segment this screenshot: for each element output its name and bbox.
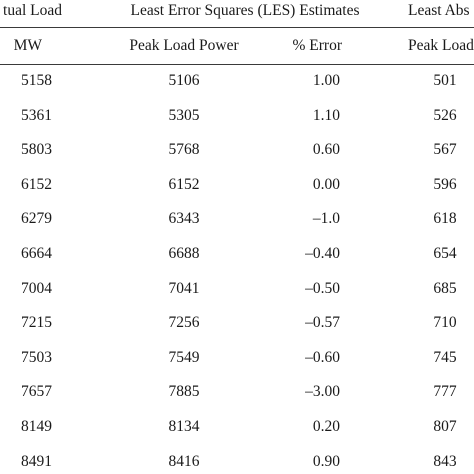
actual-load-cell: 7503 (21, 349, 52, 366)
header-lav-estimates: Least Abs (408, 2, 470, 19)
les-percent-error-cell: 0.60 (312, 141, 340, 158)
lav-peak-load-cell: 618 (433, 210, 457, 227)
les-peak-load-cell: 5768 (168, 141, 200, 158)
lav-peak-load-cell: 596 (433, 176, 457, 193)
lav-peak-load-cell: 501 (433, 72, 457, 89)
les-peak-load-cell: 7256 (168, 314, 200, 331)
les-percent-error-cell: 0.90 (312, 453, 340, 470)
lav-peak-load-cell: 807 (433, 418, 457, 435)
actual-load-cell: 6279 (21, 210, 52, 227)
lav-peak-load-cell: 567 (433, 141, 457, 158)
les-percent-error-cell: –0.60 (305, 349, 340, 366)
header-percent-error: % Error (292, 37, 342, 54)
actual-load-cell: 7657 (21, 383, 52, 400)
les-percent-error-cell: –0.40 (305, 245, 340, 262)
lav-peak-load-cell: 654 (433, 245, 457, 262)
header-peak-load-power: Peak Load Power (129, 37, 239, 54)
lav-peak-load-cell: 710 (433, 314, 457, 331)
header-bottom-rule (0, 64, 474, 65)
actual-load-cell: 5803 (21, 141, 52, 158)
actual-load-cell: 5158 (21, 72, 52, 89)
les-peak-load-cell: 5305 (168, 107, 200, 124)
les-percent-error-cell: 1.10 (312, 107, 340, 124)
les-percent-error-cell: –1.0 (312, 210, 340, 227)
les-peak-load-cell: 6152 (168, 176, 200, 193)
actual-load-cell: 6664 (21, 245, 52, 262)
actual-load-cell: 8149 (21, 418, 52, 435)
les-percent-error-cell: –0.57 (305, 314, 340, 331)
les-peak-load-cell: 7549 (168, 349, 200, 366)
les-peak-load-cell: 5106 (168, 72, 200, 89)
lav-peak-load-cell: 685 (433, 280, 457, 297)
lav-peak-load-cell: 843 (433, 453, 457, 470)
les-percent-error-cell: –0.50 (305, 280, 340, 297)
lav-peak-load-cell: 777 (433, 383, 457, 400)
les-peak-load-cell: 6343 (168, 210, 200, 227)
header-lav-peak-load: Peak Load (408, 37, 474, 54)
les-peak-load-cell: 8134 (168, 418, 200, 435)
header-les-estimates: Least Error Squares (LES) Estimates (130, 2, 360, 19)
actual-load-cell: 7004 (21, 280, 52, 297)
les-percent-error-cell: 1.00 (312, 72, 340, 89)
header-group-rule (0, 27, 474, 28)
les-percent-error-cell: 0.20 (312, 418, 340, 435)
les-peak-load-cell: 7041 (168, 280, 200, 297)
les-peak-load-cell: 8416 (168, 453, 200, 470)
les-percent-error-cell: –3.00 (305, 383, 340, 400)
lav-peak-load-cell: 745 (433, 349, 457, 366)
actual-load-cell: 8491 (21, 453, 52, 470)
header-actual-load: tual Load (3, 2, 62, 19)
les-peak-load-cell: 6688 (168, 245, 200, 262)
les-peak-load-cell: 7885 (168, 383, 200, 400)
actual-load-cell: 6152 (21, 176, 52, 193)
les-percent-error-cell: 0.00 (312, 176, 340, 193)
actual-load-cell: 5361 (21, 107, 52, 124)
actual-load-cell: 7215 (21, 314, 52, 331)
header-mw-unit: MW (13, 37, 42, 54)
lav-peak-load-cell: 526 (433, 107, 457, 124)
